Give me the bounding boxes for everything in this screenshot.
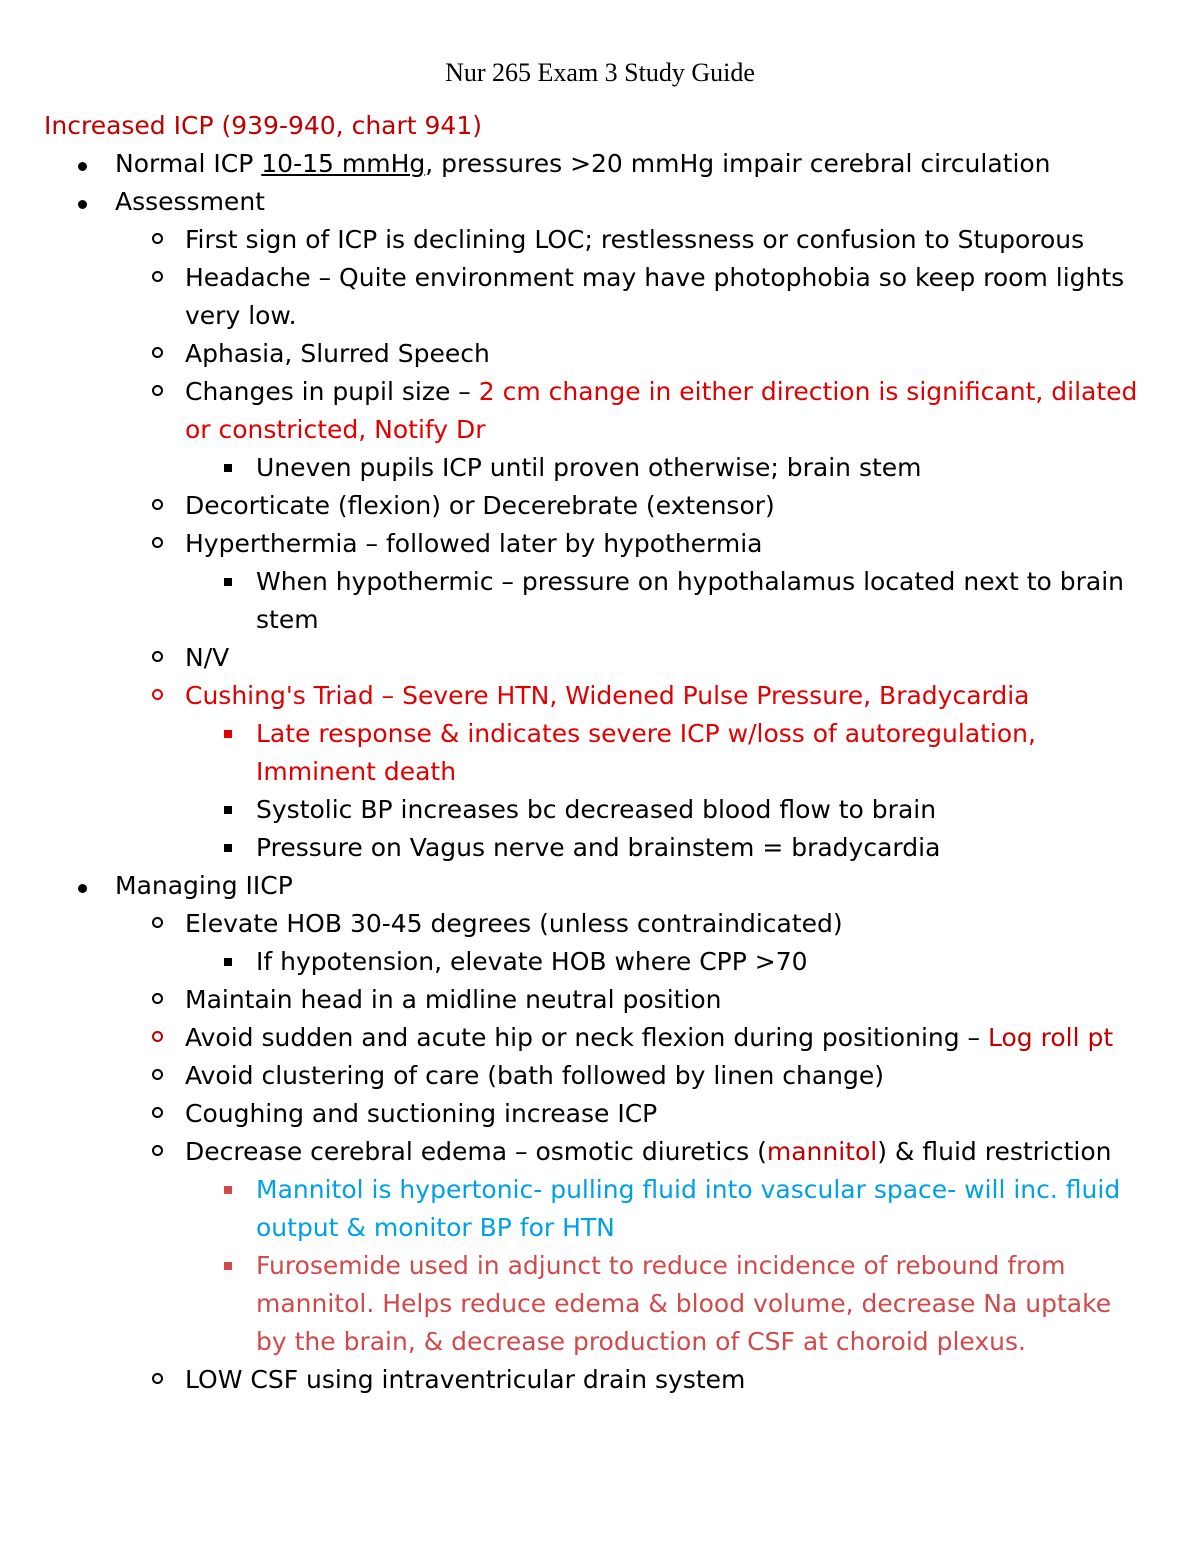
late-response-text-line1: Late response & indicates severe ICP w/loss of autoregulation, [256, 719, 1036, 748]
managing-text: Managing IICP [115, 871, 293, 900]
list-item-first-sign [44, 221, 1174, 259]
log-roll-emphasis: Log roll pt [988, 1023, 1114, 1052]
cushings-triad-text: Cushing's Triad – Severe HTN, Widened Pulse Pressure, Bradycardia [185, 681, 1030, 710]
pupil-emphasis-line1: 2 cm change in either direction is significant, dilated [478, 377, 1138, 406]
square-bullet-icon [224, 1262, 232, 1270]
list-item-cushings-triad [44, 677, 1174, 715]
list-item-elevate-hob [44, 905, 1174, 943]
circle-bullet-icon [152, 1031, 163, 1042]
furosemide-text-line3: by the brain, & decrease production of CSF at choroid plexus. [256, 1327, 1026, 1356]
list-item-furosemide [44, 1247, 1174, 1361]
circle-bullet-icon [152, 689, 163, 700]
square-bullet-icon [224, 1186, 232, 1194]
hyperthermia-text: Hyperthermia – followed later by hypothermia [185, 529, 763, 558]
pupil-text: Changes in pupil size – [185, 377, 479, 406]
bullet-icon [78, 162, 87, 171]
circle-bullet-icon [152, 1145, 163, 1156]
square-bullet-icon [224, 844, 232, 852]
coughing-text: Coughing and suctioning increase ICP [185, 1099, 658, 1128]
late-response-text-line2: Imminent death [256, 757, 457, 786]
circle-bullet-icon [152, 1373, 163, 1384]
bullet-icon [78, 884, 87, 893]
aphasia-text: Aphasia, Slurred Speech [185, 339, 490, 368]
list-item-avoid-flexion [44, 1019, 1174, 1057]
list-item-aphasia [44, 335, 1174, 373]
circle-bullet-icon [152, 385, 163, 396]
list-item-systolic [44, 791, 1174, 829]
furosemide-text-line1: Furosemide used in adjunct to reduce incidence of rebound from [256, 1251, 1066, 1280]
headache-text-line2: very low. [185, 301, 297, 330]
list-item-assessment [44, 183, 1174, 221]
first-sign-text: First sign of ICP is declining LOC; restlessness or confusion to Stuporous [185, 225, 1085, 254]
list-item-hyperthermia [44, 525, 1174, 563]
mannitol-text-line2: output & monitor BP for HTN [256, 1213, 615, 1242]
hypotension-text: If hypotension, elevate HOB where CPP >70 [256, 947, 808, 976]
list-item-hypothermic [44, 563, 1174, 639]
circle-bullet-icon [152, 917, 163, 928]
circle-bullet-icon [152, 1107, 163, 1118]
elevate-hob-text: Elevate HOB 30-45 degrees (unless contraindicated) [185, 909, 843, 938]
mannitol-text-line1: Mannitol is hypertonic- pulling fluid into vascular space- will inc. fluid [256, 1175, 1121, 1204]
square-bullet-icon [224, 730, 232, 738]
square-bullet-icon [224, 464, 232, 472]
decorticate-text: Decorticate (flexion) or Decerebrate (extensor) [185, 491, 775, 520]
list-item-nv [44, 639, 1174, 677]
list-item-cerebral-edema [44, 1133, 1174, 1171]
circle-bullet-icon [152, 537, 163, 548]
circle-bullet-icon [152, 499, 163, 510]
mannitol-emphasis: mannitol [766, 1137, 878, 1166]
circle-bullet-icon [152, 233, 163, 244]
circle-bullet-icon [152, 993, 163, 1004]
list-item-vagus [44, 829, 1174, 867]
list-item-mannitol [44, 1171, 1174, 1247]
square-bullet-icon [224, 578, 232, 586]
list-item-uneven-pupils [44, 449, 1174, 487]
low-csf-text: LOW CSF using intraventricular drain system [185, 1365, 746, 1394]
systolic-text: Systolic BP increases bc decreased blood flow to brain [256, 795, 937, 824]
pupil-emphasis-line2: or constricted, Notify Dr [185, 415, 486, 444]
list-item-headache [44, 259, 1174, 335]
list-item-low-csf [44, 1361, 1174, 1399]
nv-text: N/V [185, 643, 230, 672]
circle-bullet-icon [152, 1069, 163, 1080]
list-item-managing [44, 867, 1174, 905]
furosemide-text-line2: mannitol. Helps reduce edema & blood volume, decrease Na uptake [256, 1289, 1112, 1318]
list-item-pupil-size [44, 373, 1174, 449]
circle-bullet-icon [152, 347, 163, 358]
list-item-midline [44, 981, 1174, 1019]
list-item-clustering [44, 1057, 1174, 1095]
normal-icp-rest: , pressures >20 mmHg impair cerebral circulation [425, 149, 1051, 178]
list-item-decorticate [44, 487, 1174, 525]
headache-text-line1: Headache – Quite environment may have photophobia so keep room lights [185, 263, 1125, 292]
list-item-late-response [44, 715, 1174, 791]
page-header-title: Nur 265 Exam 3 Study Guide [445, 58, 755, 87]
circle-bullet-icon [152, 271, 163, 282]
midline-text: Maintain head in a midline neutral position [185, 985, 722, 1014]
list-item-coughing [44, 1095, 1174, 1133]
normal-icp-text: Normal ICP [115, 149, 262, 178]
list-item-hypotension [44, 943, 1174, 981]
hypothermic-text-line1: When hypothermic – pressure on hypothalamus located next to brain [256, 567, 1125, 596]
section-heading-title: Increased ICP [44, 111, 214, 140]
square-bullet-icon [224, 806, 232, 814]
assessment-text: Assessment [115, 187, 265, 216]
circle-bullet-icon [152, 651, 163, 662]
hypothermic-text-line2: stem [256, 605, 319, 634]
avoid-flexion-text: Avoid sudden and acute hip or neck flexion during positioning – [185, 1023, 989, 1052]
bullet-icon [78, 200, 87, 209]
square-bullet-icon [224, 958, 232, 966]
normal-icp-range: 10-15 mmHg [261, 149, 426, 178]
section-heading-ref: (939-940, chart 941) [213, 111, 482, 140]
edema-text: Decrease cerebral edema – osmotic diuretics ( [185, 1137, 767, 1166]
section-heading [44, 107, 1174, 145]
list-item-normal-icp [44, 145, 1174, 183]
clustering-text: Avoid clustering of care (bath followed by linen change) [185, 1061, 885, 1090]
uneven-pupils-text: Uneven pupils ICP until proven otherwise; brain stem [256, 453, 922, 482]
study-guide-content [44, 107, 1174, 1399]
vagus-text: Pressure on Vagus nerve and brainstem = bradycardia [256, 833, 941, 862]
edema-text-rest: ) & fluid restriction [877, 1137, 1112, 1166]
